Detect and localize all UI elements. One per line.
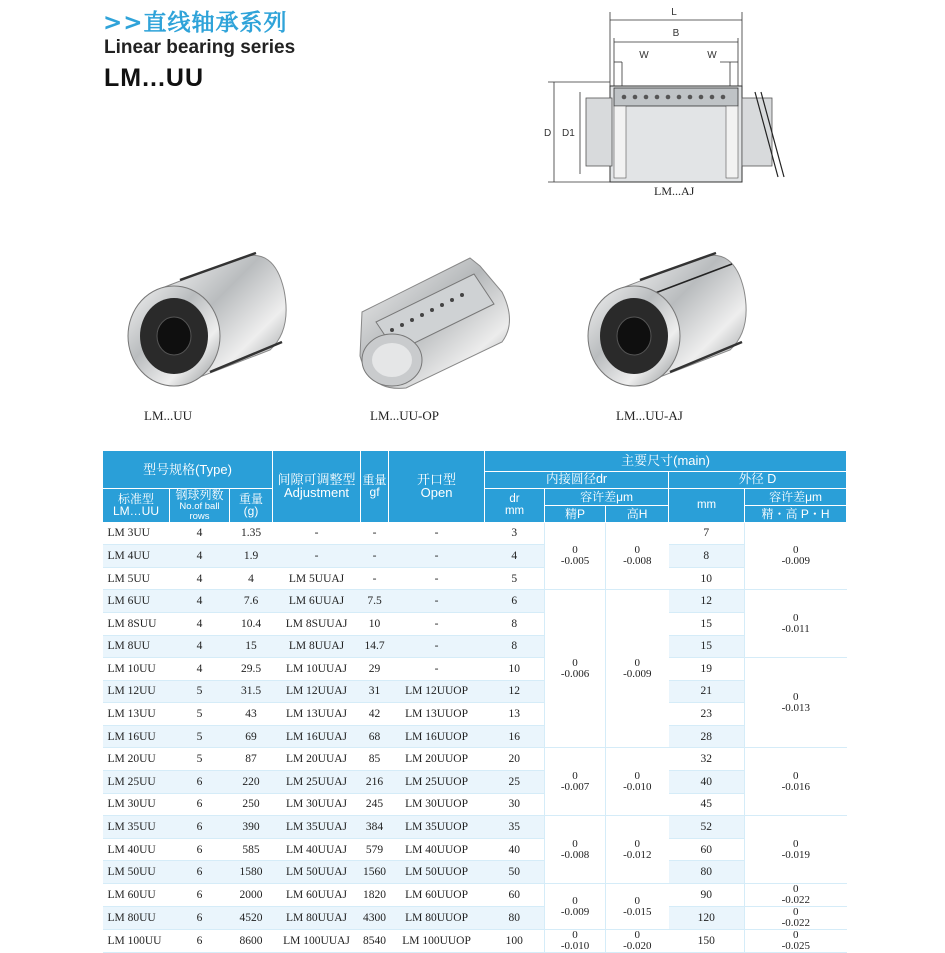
cell-tol-outer (745, 590, 847, 658)
cell-weight: 390 (230, 816, 273, 839)
tol-lower: -0.010 (560, 940, 590, 953)
cell-balls: 4 (170, 590, 230, 613)
photo-caption-uu-op: LM...UU-OP (370, 408, 439, 423)
cell-weight-adj: 245 (361, 793, 389, 816)
header-dr-unit: mm (504, 505, 525, 518)
tol-upper: 0 (572, 837, 578, 850)
cell-weight-adj: 29 (361, 658, 389, 681)
tol-lower: -0.015 (623, 905, 652, 918)
cell-balls: 6 (170, 930, 230, 953)
tol-upper: 0 (634, 894, 641, 907)
cell-dr: 40 (485, 838, 545, 861)
cell-adjustment: LM 12UUAJ (273, 680, 361, 703)
cell-outer-d: 32 (669, 748, 745, 771)
cell-balls: 6 (170, 907, 230, 930)
table-row (103, 838, 847, 861)
cell-dr: 100 (485, 930, 545, 953)
cell-dr: 16 (485, 725, 545, 748)
label-W-left: W (639, 50, 649, 61)
cell-weight-adj: 10 (361, 612, 389, 635)
cell-open: - (389, 635, 485, 658)
cell-weight: 69 (230, 725, 273, 748)
tol-upper: 0 (634, 929, 641, 942)
cell-weight: 10.4 (230, 612, 273, 635)
table-row (103, 545, 847, 568)
cell-weight-adj: - (361, 522, 389, 545)
cell-dr: 12 (485, 680, 545, 703)
header-tol-inner: 容许差μm (545, 489, 669, 506)
table-row (103, 793, 847, 816)
cell-tol-outer (745, 658, 847, 748)
cell-dr: 20 (485, 748, 545, 771)
cell-std: LM 50UU (103, 861, 170, 884)
header-open-en: Open (420, 485, 453, 501)
cell-std: LM 5UU (103, 567, 170, 590)
cell-open: LM 60UUOP (389, 884, 485, 907)
cell-std: LM 25UU (103, 771, 170, 794)
tol-upper: 0 (793, 906, 799, 919)
cell-dr: 5 (485, 567, 545, 590)
cell-dr: 8 (485, 612, 545, 635)
header-weight-adj-cn: 重量 (362, 472, 387, 487)
cell-open: LM 50UUOP (389, 861, 485, 884)
cell-outer-d: 8 (669, 545, 745, 568)
cell-tol-precision (545, 590, 606, 748)
header-main: 主要尺寸(main) (485, 451, 847, 472)
cell-tol-high (606, 590, 669, 748)
header-type: 型号规格(Type) (103, 451, 273, 489)
cell-std: LM 12UU (103, 680, 170, 703)
cell-outer-d: 12 (669, 590, 745, 613)
cell-open: LM 16UUOP (389, 725, 485, 748)
header-balls-en: No.of ball rows (179, 500, 220, 522)
cell-weight: 2000 (230, 884, 273, 907)
cell-std: LM 10UU (103, 658, 170, 681)
header-inner: 内接圆径dr (485, 472, 669, 489)
cell-std: LM 13UU (103, 703, 170, 726)
cell-tol-high (606, 930, 669, 953)
cell-balls: 5 (170, 703, 230, 726)
cell-balls: 4 (170, 612, 230, 635)
cell-adjustment: LM 60UUAJ (273, 884, 361, 907)
cell-outer-d: 150 (669, 930, 745, 953)
cell-outer-d: 15 (669, 635, 745, 658)
header-precision: 精P (545, 506, 606, 522)
cell-dr: 6 (485, 590, 545, 613)
cell-balls: 4 (170, 522, 230, 545)
cell-open: LM 20UUOP (389, 748, 485, 771)
cell-tol-outer (745, 748, 847, 816)
cell-dr: 25 (485, 771, 545, 794)
cell-weight: 31.5 (230, 680, 273, 703)
cell-std: LM 6UU (103, 590, 170, 613)
table-row (103, 907, 847, 930)
diagram-caption: LM...AJ (654, 184, 695, 198)
cell-open: LM 40UUOP (389, 838, 485, 861)
cell-balls: 6 (170, 771, 230, 794)
cell-outer-d: 28 (669, 725, 745, 748)
cell-weight-adj: 1560 (361, 861, 389, 884)
cell-balls: 4 (170, 545, 230, 568)
cell-weight-adj: - (361, 567, 389, 590)
cell-open: - (389, 612, 485, 635)
cell-dr: 35 (485, 816, 545, 839)
cell-open: - (389, 567, 485, 590)
cell-dr: 8 (485, 635, 545, 658)
cell-weight-adj: 7.5 (361, 590, 389, 613)
header-balls-cn: 钢球列数 (175, 488, 224, 502)
tol-lower: -0.013 (781, 701, 810, 714)
tol-upper: 0 (793, 543, 799, 556)
label-D1: D1 (562, 128, 575, 139)
cell-tol-precision (545, 748, 606, 816)
cell-tol-high (606, 748, 669, 816)
bearing-photo-uu-op (352, 252, 522, 402)
cell-weight: 43 (230, 703, 273, 726)
header-d-mm: mm (669, 489, 745, 523)
cell-std: LM 20UU (103, 748, 170, 771)
cell-dr: 50 (485, 861, 545, 884)
header-weight-adj (361, 451, 389, 523)
tol-upper: 0 (572, 656, 578, 669)
tol-lower: -0.008 (560, 848, 590, 861)
cell-outer-d: 52 (669, 816, 745, 839)
tol-lower: -0.020 (623, 940, 652, 953)
cell-adjustment: - (273, 522, 361, 545)
cell-weight-adj: - (361, 545, 389, 568)
tol-upper: 0 (572, 769, 578, 782)
cell-outer-d: 80 (669, 861, 745, 884)
tol-lower: -0.016 (781, 780, 810, 793)
table-row (103, 771, 847, 794)
cell-open: - (389, 522, 485, 545)
cell-balls: 6 (170, 861, 230, 884)
cell-std: LM 16UU (103, 725, 170, 748)
cell-dr: 10 (485, 658, 545, 681)
tol-upper: 0 (793, 929, 799, 942)
cell-weight-adj: 85 (361, 748, 389, 771)
table-row (103, 861, 847, 884)
cell-balls: 6 (170, 816, 230, 839)
cell-balls: 5 (170, 748, 230, 771)
cell-weight-adj: 14.7 (361, 635, 389, 658)
tol-lower: -0.012 (623, 848, 652, 861)
table-row (103, 635, 847, 658)
tol-lower: -0.009 (560, 905, 590, 918)
cell-weight: 8600 (230, 930, 273, 953)
cell-std: LM 8UU (103, 635, 170, 658)
cell-open: LM 100UUOP (389, 930, 485, 953)
cell-tol-precision (545, 816, 606, 884)
header-dr (485, 489, 545, 523)
cell-balls: 6 (170, 838, 230, 861)
table-row (103, 658, 847, 681)
tol-lower: -0.019 (781, 848, 810, 861)
cell-tol-high (606, 884, 669, 930)
cell-tol-outer (745, 907, 847, 930)
label-B: B (672, 28, 680, 39)
cell-dr: 13 (485, 703, 545, 726)
cell-dr: 80 (485, 907, 545, 930)
cell-dr: 60 (485, 884, 545, 907)
tol-upper: 0 (634, 837, 641, 850)
cell-open: LM 12UUOP (389, 680, 485, 703)
cell-open: - (389, 658, 485, 681)
cell-tol-outer (745, 816, 847, 884)
tol-lower: -0.007 (560, 780, 590, 793)
cell-balls: 6 (170, 884, 230, 907)
cell-weight: 29.5 (230, 658, 273, 681)
cell-balls: 5 (170, 680, 230, 703)
tol-upper: 0 (793, 690, 799, 703)
cell-outer-d: 60 (669, 838, 745, 861)
cell-std: LM 30UU (103, 793, 170, 816)
tol-upper: 0 (572, 543, 578, 556)
tol-lower: -0.005 (560, 554, 590, 567)
header-high: 高H (606, 506, 669, 522)
tol-lower: -0.010 (623, 780, 652, 793)
cell-std: LM 8SUU (103, 612, 170, 635)
cell-adjustment: LM 8UUAJ (273, 635, 361, 658)
label-D: D (544, 128, 552, 139)
table-row (103, 567, 847, 590)
tol-upper: 0 (634, 656, 641, 669)
cell-open: LM 80UUOP (389, 907, 485, 930)
cell-tol-outer (745, 522, 847, 590)
cell-adjustment: LM 50UUAJ (273, 861, 361, 884)
cell-adjustment: LM 10UUAJ (273, 658, 361, 681)
cell-weight-adj: 8540 (361, 930, 389, 953)
cell-dr: 4 (485, 545, 545, 568)
header-adjustment (273, 451, 361, 523)
cell-weight: 4 (230, 567, 273, 590)
cell-adjustment: LM 20UUAJ (273, 748, 361, 771)
table-row (103, 522, 847, 545)
tol-upper: 0 (572, 894, 578, 907)
table-row (103, 930, 847, 953)
table-row (103, 884, 847, 907)
tol-upper: 0 (572, 929, 578, 942)
cell-outer-d: 23 (669, 703, 745, 726)
tol-upper: 0 (634, 543, 641, 556)
header-weight (230, 489, 273, 523)
header-adjustment-en: Adjustment (284, 485, 350, 501)
cell-weight: 7.6 (230, 590, 273, 613)
table-row (103, 816, 847, 839)
cell-weight: 1580 (230, 861, 273, 884)
tol-lower: -0.025 (781, 940, 810, 953)
cell-tol-outer (745, 930, 847, 953)
cell-adjustment: LM 30UUAJ (273, 793, 361, 816)
bearing-photo-uu-aj (582, 250, 752, 400)
cell-tol-outer (745, 884, 847, 907)
header-dr-label: dr (509, 493, 520, 506)
cell-adjustment: LM 40UUAJ (273, 838, 361, 861)
cell-outer-d: 40 (669, 771, 745, 794)
cell-open: LM 30UUOP (389, 793, 485, 816)
cell-open: - (389, 545, 485, 568)
tol-lower: -0.009 (623, 667, 652, 680)
cell-weight-adj: 216 (361, 771, 389, 794)
spec-table (102, 450, 847, 953)
cell-outer-d: 45 (669, 793, 745, 816)
cell-weight: 1.9 (230, 545, 273, 568)
tol-upper: 0 (793, 611, 799, 624)
cell-weight: 4520 (230, 907, 273, 930)
cell-balls: 4 (170, 635, 230, 658)
cell-balls: 5 (170, 725, 230, 748)
cell-adjustment: LM 25UUAJ (273, 771, 361, 794)
cell-adjustment: LM 100UUAJ (273, 930, 361, 953)
cell-tol-precision (545, 930, 606, 953)
model-title: LM...UU (104, 64, 205, 92)
tol-lower: -0.009 (781, 554, 810, 567)
cell-std: LM 35UU (103, 816, 170, 839)
page-title-cn: >>直线轴承系列 (103, 10, 288, 36)
cell-outer-d: 7 (669, 522, 745, 545)
cell-adjustment: LM 13UUAJ (273, 703, 361, 726)
cell-weight-adj: 579 (361, 838, 389, 861)
cell-open: LM 25UUOP (389, 771, 485, 794)
header-adjustment-cn: 间隙可调整型 (277, 471, 356, 487)
photo-caption-uu: LM...UU (144, 408, 193, 423)
table-row (103, 703, 847, 726)
spec-table-body (103, 522, 847, 953)
cell-weight-adj: 4300 (361, 907, 389, 930)
header-std (103, 489, 170, 523)
label-L: L (671, 7, 677, 18)
page-title-en: Linear bearing series (104, 37, 296, 58)
tol-upper: 0 (793, 883, 799, 896)
header-weight-adj-unit: gf (369, 485, 380, 500)
tol-upper: 0 (793, 769, 799, 782)
cell-tol-high (606, 522, 669, 590)
cell-open: LM 13UUOP (389, 703, 485, 726)
cell-adjustment: LM 35UUAJ (273, 816, 361, 839)
header-open (389, 451, 485, 523)
cell-weight-adj: 384 (361, 816, 389, 839)
header-weight-unit: (g) (243, 504, 259, 519)
header-balls (170, 489, 230, 523)
table-row (103, 590, 847, 613)
cell-weight: 250 (230, 793, 273, 816)
cell-adjustment: LM 5UUAJ (273, 567, 361, 590)
cell-outer-d: 120 (669, 907, 745, 930)
tol-lower: -0.022 (781, 894, 810, 907)
cell-tol-high (606, 816, 669, 884)
cell-weight-adj: 42 (361, 703, 389, 726)
cell-outer-d: 21 (669, 680, 745, 703)
cell-tol-precision (545, 884, 606, 930)
cell-outer-d: 10 (669, 567, 745, 590)
tol-lower: -0.022 (781, 917, 810, 930)
cell-adjustment: - (273, 545, 361, 568)
cell-std: LM 60UU (103, 884, 170, 907)
label-W-right: W (707, 50, 717, 61)
cell-std: LM 80UU (103, 907, 170, 930)
header-weight-cn: 重量 (239, 491, 264, 506)
table-row (103, 748, 847, 771)
cell-tol-precision (545, 522, 606, 590)
cell-weight: 15 (230, 635, 273, 658)
cell-std: LM 100UU (103, 930, 170, 953)
tol-upper: 0 (793, 837, 799, 850)
cell-outer-d: 19 (669, 658, 745, 681)
cell-weight-adj: 1820 (361, 884, 389, 907)
header-tol-outer: 容许差μm (745, 489, 847, 506)
cell-std: LM 4UU (103, 545, 170, 568)
table-row (103, 725, 847, 748)
cell-balls: 4 (170, 567, 230, 590)
cell-weight-adj: 31 (361, 680, 389, 703)
bearing-photo-uu (122, 250, 292, 400)
header-outer: 外径 D (669, 472, 847, 489)
tol-upper: 0 (634, 769, 641, 782)
cell-std: LM 40UU (103, 838, 170, 861)
cell-outer-d: 90 (669, 884, 745, 907)
cell-dr: 30 (485, 793, 545, 816)
cell-outer-d: 15 (669, 612, 745, 635)
tol-lower: -0.008 (623, 554, 652, 567)
header-open-cn: 开口型 (417, 471, 457, 487)
cell-adjustment: LM 8SUUAJ (273, 612, 361, 635)
cell-weight: 87 (230, 748, 273, 771)
tol-lower: -0.006 (560, 667, 590, 680)
bearing-dimension-diagram (540, 2, 810, 202)
cell-adjustment: LM 80UUAJ (273, 907, 361, 930)
cell-open: - (389, 590, 485, 613)
header-std-en: LM…UU (112, 504, 159, 519)
table-row (103, 612, 847, 635)
photo-caption-uu-aj: LM...UU-AJ (616, 408, 683, 423)
cell-balls: 4 (170, 658, 230, 681)
cell-weight: 585 (230, 838, 273, 861)
cell-weight: 220 (230, 771, 273, 794)
cell-std: LM 3UU (103, 522, 170, 545)
cell-adjustment: LM 16UUAJ (273, 725, 361, 748)
tol-lower: -0.011 (781, 622, 810, 635)
cell-dr: 3 (485, 522, 545, 545)
header-std-cn: 标准型 (117, 491, 154, 506)
table-row (103, 680, 847, 703)
cell-balls: 6 (170, 793, 230, 816)
cell-open: LM 35UUOP (389, 816, 485, 839)
cell-weight-adj: 68 (361, 725, 389, 748)
cell-adjustment: LM 6UUAJ (273, 590, 361, 613)
cell-weight: 1.35 (230, 522, 273, 545)
header-ph: 精・高 P・H (745, 506, 847, 522)
